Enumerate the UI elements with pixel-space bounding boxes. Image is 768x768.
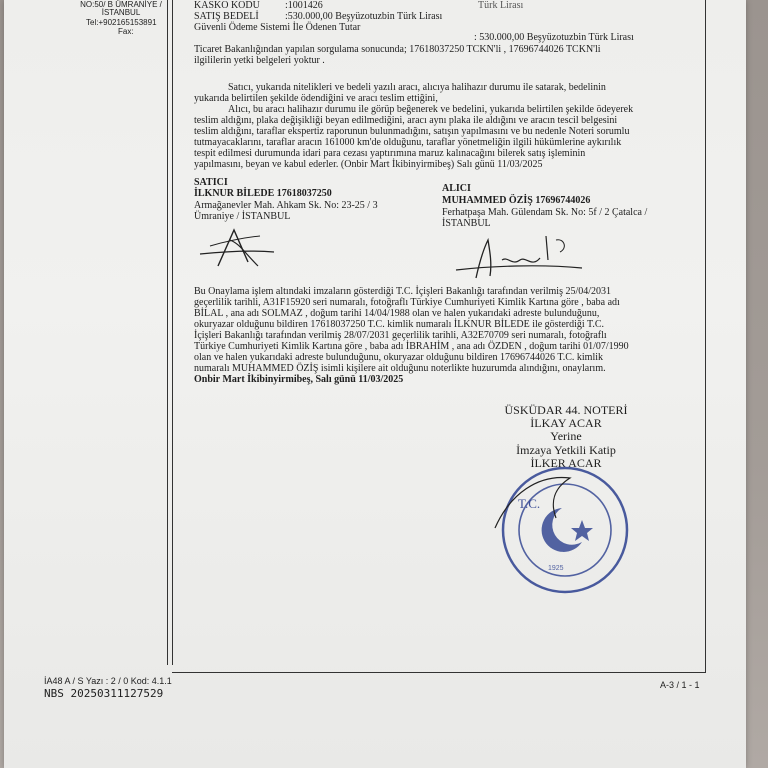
para2-line1: Alıcı, bu aracı halihazır durumu ile görüp beğenerek ve bedelini, yukarıda belirtilen şekilde ödeyerek (228, 104, 634, 115)
buyer-name: MUHAMMED ÖZİŞ 17696744026 (442, 195, 591, 206)
price-value: :530.000,00 Beşyüzotuzbin Türk Lirası (285, 11, 443, 22)
approval-line-4: okuryazar olduğunu bildiren 17618037250 T.C. kimlik numaralı İLKNUR BİLEDE ile gösterdiği T.C. (194, 319, 605, 330)
price-label: SATIŞ BEDELİ (194, 11, 259, 22)
para2-line6: yapılmasını, beyan ve kabul ederler. (Onbir Mart İkibinyirmibeş) Salı günü 11/03/2025 (194, 159, 543, 170)
approval-line-9: Onbir Mart İkibinyirmibeş, Salı günü 11/03/2025 (194, 374, 404, 385)
secure-payment-label: Güvenli Ödeme Sistemi İle Ödenen Tutar (194, 22, 361, 33)
para1-line1: Satıcı, yukarıda nitelikleri ve bedeli yazılı aracı, alıcıya halihazır durumu ile satarak, bedelinin (228, 82, 606, 93)
notary-header-tel: Tel:+902165153891 (86, 18, 157, 27)
bottom-border (172, 672, 706, 673)
seal-text (0, 0, 1, 1)
approval-line-1: Bu Onaylama işlem altındaki imzaların gösterdiği T.C. İçişleri Bakanlığı tarafından verilmiş 25/04/2031 (194, 286, 612, 297)
notary-office: ÜSKÜDAR 44. NOTERİ (504, 403, 628, 417)
approval-line-8: numaralı MUHAMMED ÖZİŞ isimli kişilere ait olduğunu noterlikte huzurumda alındığını, onaylarım. (194, 363, 606, 374)
notary-seal-stamp (490, 458, 640, 598)
buyer-address-1: Ferhatpaşa Mah. Gülendam Sk. No: 5f / 2 Çatalca / (442, 207, 648, 218)
para1-line2: yukarıda belirtilen şekilde ödendiğini ve aracı teslim ettiğini, (194, 93, 438, 104)
svg-text:T.C.: T.C. (518, 496, 541, 511)
seller-name: İLKNUR BİLEDE 17618037250 (194, 188, 332, 199)
para2-line4: tutmayacaklarını, taraflar aracın 161000 km'de olduğunu, taraflar yönetmeliğin ilgili hükümlerine aykırılık (194, 137, 622, 148)
notary-yerine: Yerine (550, 429, 582, 443)
right-border (705, 0, 706, 673)
para2-line2: teslim aldığını, plaka değişikliği beyan edilmediğini, aracı aynı plaka ile aldığını ve aracın tescil belgesini (194, 115, 618, 126)
left-column-border (167, 0, 168, 665)
notary-header-address: NO:50/ B ÜMRANİYE / İSTANBUL (80, 0, 162, 17)
approval-line-5: İçişleri Bakanlığı tarafından verilmiş 28/07/2031 geçerlilik tarihli, A32E70709 seri numaralı, fotoğraflı (194, 330, 607, 341)
ministry-line-2: ilgililerin yetki belgeleri yoktur . (194, 55, 325, 66)
kasko-label: KASKO KODU (194, 0, 260, 11)
notary-authorized: İmzaya Yetkili Katip (516, 443, 616, 457)
svg-text:1925: 1925 (548, 565, 564, 572)
seller-signature (190, 222, 280, 272)
para2-line5: tespit edilmesi durumunda idari para cezası yaptırımına maruz kalınacağını bilerek satış işleminin (194, 148, 586, 159)
ministry-line-1: Ticaret Bakanlığından yapılan sorgulama sonucunda; 17618037250 TCKN'li , 17696744026 TCKN'li (194, 44, 601, 55)
approval-line-6: Türkiye Cumhuriyeti Kimlik Kartına göre , baba adı İBRAHİM , ana adı ÖZDEN , doğum tarihi 01/07/1990 (194, 341, 629, 352)
secure-payment-value: : 530.000,00 Beşyüzotuzbin Türk Lirası (474, 32, 634, 43)
approval-line-3: BİLAL , ana adı SOLMAZ , doğum tarihi 14/04/1988 olan ve halen yukarıdaki adreste bulunduğunu, (194, 308, 600, 319)
kasko-value: :1001426 (285, 0, 323, 11)
nbs-number: NBS 20250311127529 (44, 687, 164, 700)
notary-header-fax: Fax: (118, 27, 134, 36)
form-code: İA48 A / S Yazı : 2 / 0 Kod: 4.1.1 (44, 676, 172, 686)
buyer-heading: ALICI (442, 183, 471, 194)
para2-line3: teslim aldığını, taraflar ekspertiz raporunun bulunmadığını, satışın yapılmasını ve bu nedenle Noteri sorumlu (194, 126, 630, 137)
top-clipped-text: Türk Lirası (478, 0, 524, 11)
notary-clerk: İLKER ACAR (530, 456, 602, 470)
buyer-address-2: İSTANBUL (442, 218, 491, 229)
left-column-border-inner (172, 0, 173, 665)
notary-name: İLKAY ACAR (530, 416, 602, 430)
approval-line-2: geçerlilik tarihli, A31F15920 seri numaralı, fotoğraflı Türkiye Cumhuriyeti Kimlik Kartına göre , baba adı (194, 297, 620, 308)
approval-line-7: olan ve halen yukarıdaki adreste bulunduğunu, okuryazar olduğunu bildiren 17696744026 T.C. kimlik (194, 352, 603, 363)
page-number: A-3 / 1 - 1 (660, 680, 700, 690)
buyer-signature (450, 230, 590, 282)
seller-heading: SATICI (194, 177, 228, 188)
seller-address-1: Armağanevler Mah. Ahkam Sk. No: 23-25 / 3 (194, 200, 378, 211)
seller-address-2: Ümraniye / İSTANBUL (194, 211, 291, 222)
